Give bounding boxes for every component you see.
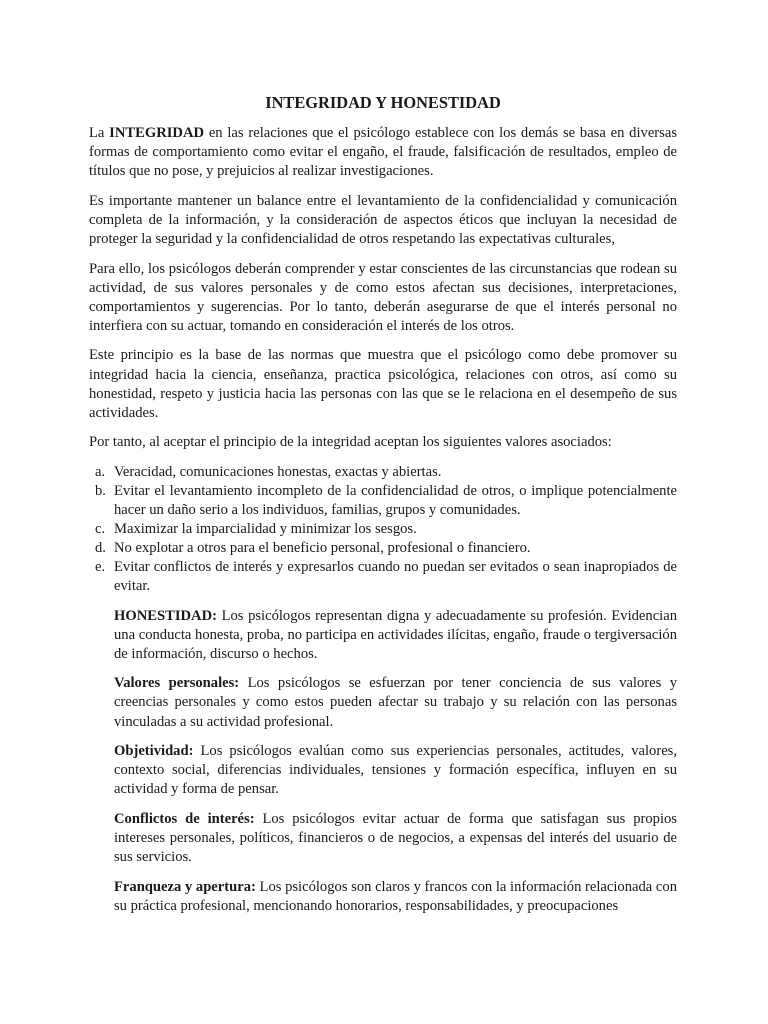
section-text: Los psicólogos se esfuerzan por tener conciencia de sus valores y creencias personales y como estos pueden afectar su trabajo y su relación con las personas vinculadas a su actividad profesional. — [114, 675, 677, 730]
list-item-text: Evitar conflictos de interés y expresarlos cuando no puedan ser evitados o sean inapropiados de evitar. — [114, 559, 677, 595]
list-marker: e. — [95, 559, 106, 576]
integridad-term: INTEGRIDAD — [109, 125, 205, 141]
section-text: Los psicólogos representan digna y adecuadamente su profesión. Evidencian una conducta honesta, proba, no participa en actividades ilícitas, engaño, fraude o tergiversación de información, discurso o hechos. — [114, 607, 677, 662]
section-label: Franqueza y apertura: — [114, 878, 256, 895]
paragraph-por-tanto: Por tanto, al aceptar el principio de la integridad aceptan los siguientes valores asociados: — [89, 434, 612, 451]
document-title: INTEGRIDAD Y HONESTIDAD — [265, 93, 501, 112]
list-marker: a. — [95, 463, 106, 480]
section-honestidad — [114, 607, 677, 664]
list-marker: d. — [95, 540, 106, 557]
section-label: Objetividad: — [114, 743, 194, 760]
section-text: Los psicólogos evalúan como sus experiencias personales, actitudes, valores, contexto social, diferencias individuales, tensiones y formación específica, influyen en su actividad y forma de pensar. — [114, 743, 677, 798]
list-item-text: No explotar a otros para el beneficio personal, profesional o financiero. — [114, 540, 531, 557]
paragraph-balance: Es importante mantener un balance entre el levantamiento de la confidencialidad y comunicación completa de la información, y la consideración de aspectos éticos que incluyan la necesidad de proteger la seguridad y la confidencialidad de otros respetando las expectativas culturales, — [89, 192, 677, 247]
paragraph-para-ello: Para ello, los psicólogos deberán comprender y estar conscientes de las circunstancias que rodean su actividad, de sus valores personales y de como estos afectan sus decisiones, interpretaciones, comportamientos y sugerencias. Por lo tanto, deberán asegurarse de que el interés personal no interfiera con su actuar, tomando en consideración el interés de los otros. — [89, 260, 677, 334]
paragraph-integridad — [89, 124, 677, 181]
list-item-text: Veracidad, comunicaciones honestas, exactas y abiertas. — [114, 463, 442, 480]
section-text: Los psicólogos son claros y francos con la información relacionada con su práctica profesional, mencionando honorarios, responsabilidades, y preocupaciones — [114, 878, 677, 914]
paragraph-lead: La — [89, 125, 110, 141]
list-item — [89, 520, 677, 539]
section-label: HONESTIDAD: — [114, 607, 217, 624]
associated-values-list — [89, 463, 677, 597]
section-label: Valores personales: — [114, 675, 240, 692]
section-conflictos-de-interes — [114, 810, 677, 867]
paragraph-principio: Este principio es la base de las normas que muestra que el psicólogo como debe promover su integridad hacia la ciencia, enseñanza, practica psicológica, relaciones con otros, así como su honestidad, respeto y justicia hacia las personas con las que se le relaciona en el desempeño de sus actividades. — [89, 347, 677, 421]
list-marker: b. — [95, 483, 106, 499]
list-item-text: Evitar el levantamiento incompleto de la confidencialidad de otros, o implique potencialmente hacer un daño serio a los individuos, familias, grupos y comunidades. — [114, 483, 677, 519]
list-item — [89, 539, 677, 558]
paragraph-text: en las relaciones que el psicólogo establece con los demás se basa en diversas formas de comportamiento como evitar el engaño, el fraude, falsificación de resultados, empleo de títulos que no pose, y prejuicios al realizar investigaciones. — [89, 125, 677, 180]
list-item — [89, 482, 677, 520]
section-label: Conflictos de interés: — [114, 810, 255, 827]
list-item — [89, 558, 677, 596]
section-text: Los psicólogos evitar actuar de forma que satisfagan sus propios intereses personales, políticos, financieros o de negocios, a expensas del interés del usuario de sus servicios. — [114, 810, 677, 866]
section-objetividad — [114, 742, 677, 799]
list-marker: c. — [95, 521, 106, 538]
section-valores-personales — [114, 674, 677, 731]
section-franqueza-y-apertura — [114, 878, 677, 916]
list-item — [89, 463, 677, 482]
list-item-text: Maximizar la imparcialidad y minimizar los sesgos. — [114, 521, 417, 538]
document-body — [89, 93, 677, 926]
